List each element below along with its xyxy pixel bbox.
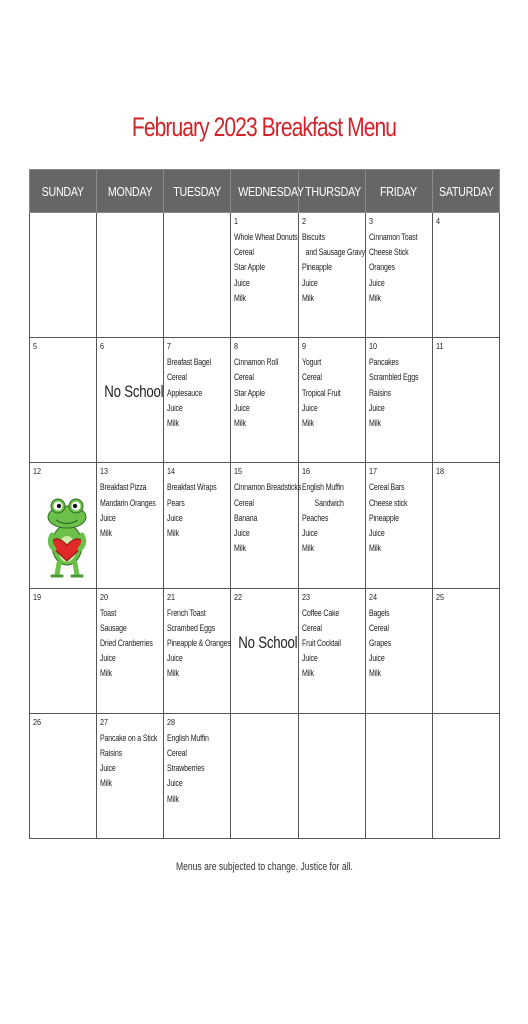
- menu-items: [234, 230, 297, 306]
- day-cell: [164, 588, 231, 713]
- header-wednesday: WEDNESDAY: [231, 170, 298, 213]
- day-number: 9: [301, 341, 306, 352]
- day-number: 23: [301, 591, 310, 602]
- menu-item: Yogurt: [301, 357, 321, 368]
- day-cell: [432, 588, 499, 713]
- week-row: [30, 338, 500, 463]
- menu-item: French Toast: [167, 607, 206, 618]
- menu-item: Cheese stick: [368, 497, 408, 508]
- menu-item: Milk: [100, 527, 112, 538]
- day-cell: [97, 588, 164, 713]
- day-number: 27: [100, 716, 109, 727]
- menu-item: Cinnamon Toast: [368, 232, 418, 242]
- day-number: 12: [33, 466, 42, 477]
- menu-item: Milk: [301, 418, 314, 428]
- week-row: [30, 463, 500, 588]
- header-sunday: SUNDAY: [30, 170, 97, 213]
- menu-item: Milk: [167, 527, 180, 538]
- day-cell: [231, 463, 302, 588]
- menu-calendar: [29, 169, 500, 839]
- day-number: 6: [100, 341, 105, 352]
- menu-item: Cinnamon Breadsticks: [234, 482, 302, 493]
- day-cell: [298, 338, 365, 463]
- menu-item: Pineapple & Oranges: [167, 637, 232, 648]
- day-cell: [164, 338, 231, 463]
- day-cell: [298, 463, 365, 588]
- menu-items: [369, 606, 432, 682]
- menu-item: Whole Wheat Donuts: [234, 232, 298, 242]
- menu-item: Milk: [301, 668, 314, 679]
- day-number: 25: [435, 591, 444, 602]
- menu-items: [302, 480, 365, 556]
- day-number: 21: [167, 591, 176, 602]
- menu-items: [167, 731, 230, 807]
- menu-item: Juice: [167, 778, 183, 789]
- menu-item: Juice: [234, 527, 251, 538]
- day-cell: [164, 213, 231, 338]
- menu-item: Cereal: [167, 372, 188, 383]
- menu-item: Milk: [301, 543, 314, 554]
- menu-items: [100, 480, 163, 541]
- footer-note: Menus are subjected to change. Justice for all.: [175, 861, 353, 873]
- menu-item: Coffee Cake: [301, 607, 339, 618]
- day-cell: [298, 588, 365, 713]
- menu-item: Toast: [100, 607, 117, 618]
- menu-item: Juice: [100, 763, 116, 774]
- menu-item: and Sausage Gravy: [301, 247, 365, 258]
- menu-item: Banana: [234, 512, 258, 523]
- menu-item: Milk: [368, 543, 381, 554]
- menu-item: Biscuits: [301, 232, 325, 242]
- menu-item: Star Apple: [234, 387, 266, 398]
- day-cell: [30, 463, 97, 588]
- menu-item: Cereal: [234, 247, 255, 258]
- day-cell: [298, 213, 365, 338]
- day-number: 14: [167, 466, 176, 477]
- day-number: 13: [100, 466, 109, 477]
- day-cell: [97, 463, 164, 588]
- menu-item: Cereal: [234, 497, 255, 508]
- week-row: [30, 213, 500, 338]
- menu-item: Milk: [167, 418, 180, 428]
- menu-items: [167, 355, 230, 431]
- menu-item: Cereal: [301, 622, 322, 633]
- day-number: 2: [301, 216, 306, 226]
- day-cell: [365, 713, 432, 838]
- day-number: 7: [167, 341, 172, 352]
- menu-item: Peaches: [301, 512, 328, 523]
- header-friday: FRIDAY: [365, 170, 432, 213]
- menu-items: [234, 355, 297, 431]
- menu-item: Cheese Stick: [368, 247, 409, 258]
- menu-item: Cinnamon Roll: [234, 357, 279, 368]
- menu-item: Milk: [301, 292, 314, 303]
- day-number: 28: [167, 716, 176, 727]
- menu-items: [369, 480, 432, 556]
- day-number: 5: [33, 341, 38, 352]
- menu-items: [100, 731, 163, 792]
- day-number: 3: [368, 216, 373, 226]
- menu-item: Juice: [234, 277, 251, 288]
- menu-items: [100, 606, 163, 682]
- header-tuesday: TUESDAY: [164, 170, 231, 213]
- menu-item: Breafast Bagel: [167, 357, 212, 368]
- menu-item: Juice: [301, 277, 318, 288]
- menu-items: [234, 480, 302, 556]
- header-thursday: THURSDAY: [298, 170, 365, 213]
- menu-item: Juice: [100, 653, 116, 664]
- menu-item: Applesauce: [167, 387, 203, 398]
- menu-item: Milk: [368, 418, 381, 428]
- menu-item: Pears: [167, 497, 185, 508]
- day-cell: [231, 213, 298, 338]
- menu-item: Strawberries: [167, 763, 205, 774]
- day-number: 17: [368, 466, 377, 477]
- menu-item: Tropical Fruit: [301, 387, 341, 398]
- menu-item: Breakfast Pizza: [100, 482, 147, 493]
- menu-item: Juice: [368, 277, 385, 288]
- menu-item: Raisins: [100, 747, 123, 758]
- menu-item: Pineapple: [301, 262, 332, 273]
- menu-item: Bagels: [368, 607, 390, 618]
- menu-item: Milk: [234, 418, 247, 428]
- day-cell: [432, 213, 499, 338]
- menu-item: Sandwich: [301, 497, 344, 508]
- menu-item: Juice: [368, 653, 385, 664]
- day-cell: [97, 213, 164, 338]
- day-cell: [30, 588, 97, 713]
- day-number: 11: [435, 341, 444, 352]
- day-cell: [365, 338, 432, 463]
- menu-item: Juice: [368, 402, 385, 413]
- day-number: 8: [234, 341, 239, 352]
- menu-item: Scrambed Eggs: [167, 622, 216, 633]
- menu-items: [167, 480, 230, 541]
- day-header-row: [30, 170, 500, 213]
- menu-items: [302, 606, 365, 682]
- menu-item: English Muffin: [301, 482, 344, 493]
- day-number: 18: [435, 466, 444, 477]
- day-number: 16: [301, 466, 310, 477]
- menu-item: Juice: [234, 402, 251, 413]
- day-number: 20: [100, 591, 109, 602]
- menu-item: Star Apple: [234, 262, 266, 273]
- menu-item: Juice: [368, 527, 385, 538]
- day-number: 24: [368, 591, 377, 602]
- menu-item: Milk: [368, 292, 381, 303]
- day-cell: [365, 213, 432, 338]
- day-cell: [231, 338, 298, 463]
- menu-items: [167, 606, 230, 682]
- day-number: 19: [33, 591, 42, 602]
- day-number: 4: [435, 216, 440, 226]
- menu-item: Juice: [100, 512, 116, 523]
- day-number: 22: [234, 591, 243, 602]
- menu-item: Juice: [301, 527, 318, 538]
- day-cell: [97, 713, 164, 838]
- menu-item: Milk: [167, 668, 180, 679]
- header-monday: MONDAY: [97, 170, 164, 213]
- menu-item: Milk: [234, 292, 247, 303]
- menu-item: Cereal: [234, 372, 255, 383]
- day-cell: [432, 338, 499, 463]
- day-cell: [97, 338, 164, 463]
- menu-item: Oranges: [368, 262, 395, 273]
- day-cell: [30, 338, 97, 463]
- menu-item: Cereal: [167, 747, 188, 758]
- menu-item: Juice: [167, 653, 183, 664]
- menu-items: [302, 355, 365, 431]
- menu-item: Pancakes: [368, 357, 399, 368]
- day-cell: [30, 213, 97, 338]
- menu-item: Juice: [301, 402, 318, 413]
- menu-item: Milk: [368, 668, 381, 679]
- day-cell: [164, 463, 231, 588]
- menu-item: Cereal: [301, 372, 322, 383]
- day-cell: [164, 713, 231, 838]
- week-row: [30, 588, 500, 713]
- menu-title: February 2023 Breakfast Menu: [131, 112, 397, 142]
- day-number: 26: [33, 716, 42, 727]
- day-cell: [231, 588, 298, 713]
- menu-item: Scrambled Eggs: [368, 372, 419, 383]
- menu-item: Juice: [167, 512, 183, 523]
- day-cell: [298, 713, 365, 838]
- day-cell: [432, 463, 499, 588]
- menu-item: Milk: [100, 668, 112, 679]
- day-cell: [30, 713, 97, 838]
- menu-item: Cereal: [368, 622, 389, 633]
- menu-item: Fruit Cocktail: [301, 637, 341, 648]
- menu-item: Milk: [100, 778, 112, 789]
- day-number: 10: [368, 341, 377, 352]
- menu-item: Cereal Bars: [368, 482, 405, 493]
- menu-items: [369, 355, 432, 431]
- no-school-note: No School: [104, 382, 164, 402]
- day-number: 15: [234, 466, 243, 477]
- day-cell: [365, 463, 432, 588]
- menu-item: Pineapple: [368, 512, 399, 523]
- menu-item: Juice: [301, 653, 318, 664]
- day-number: 1: [234, 216, 239, 226]
- menu-items: [302, 230, 365, 306]
- menu-item: Milk: [167, 793, 180, 804]
- week-row: [30, 713, 500, 838]
- day-cell: [365, 588, 432, 713]
- day-cell: [432, 713, 499, 838]
- menu-item: Dried Cranberries: [100, 637, 153, 648]
- menu-item: Milk: [234, 543, 247, 554]
- day-cell: [231, 713, 298, 838]
- menu-item: Juice: [167, 402, 183, 413]
- menu-item: Breakfast Wraps: [167, 482, 217, 493]
- header-saturday: SATURDAY: [432, 170, 499, 213]
- no-school-note: No School: [238, 632, 298, 652]
- menu-item: Raisins: [368, 387, 391, 398]
- menu-item: Grapes: [368, 637, 391, 648]
- menu-item: Mandarin Oranges: [100, 497, 156, 508]
- menu-item: Sausage: [100, 622, 127, 633]
- menu-items: [369, 230, 432, 306]
- menu-item: English Muffin: [167, 732, 210, 743]
- menu-item: Pancake on a Stick: [100, 732, 158, 743]
- frog-heart-icon: [44, 487, 90, 579]
